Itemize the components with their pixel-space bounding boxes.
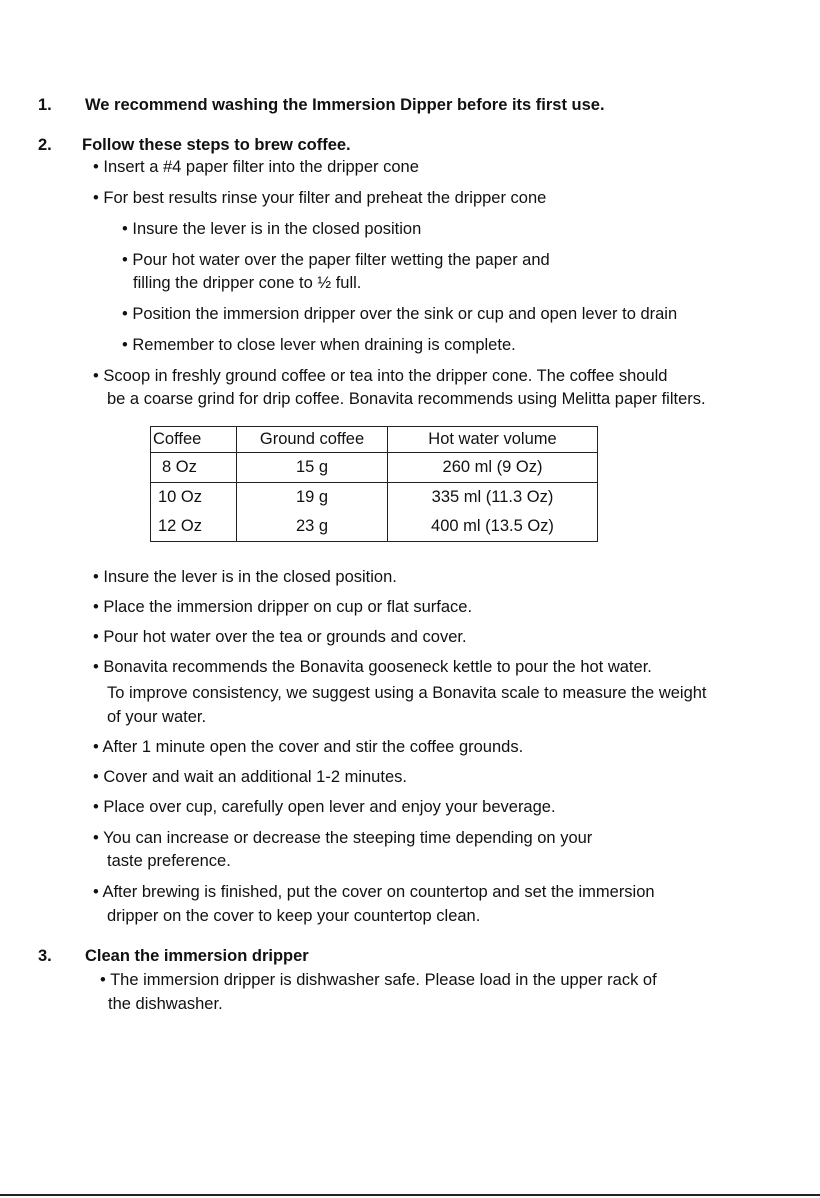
list-item-continuation: the dishwasher. <box>108 995 223 1013</box>
list-item: • You can increase or decrease the steeping time depending on your <box>93 829 593 847</box>
list-item-continuation: taste preference. <box>107 852 231 870</box>
brew-ratio-table <box>150 426 598 542</box>
list-item: • Bonavita recommends the Bonavita gooseneck kettle to pour the hot water. <box>93 658 652 676</box>
table-cell: 23 g <box>237 512 388 542</box>
list-item: • After 1 minute open the cover and stir the coffee grounds. <box>93 738 524 756</box>
list-item: • After brewing is finished, put the cover on countertop and set the immersion <box>93 883 655 901</box>
section-3-heading: Clean the immersion dripper <box>85 947 309 965</box>
table-cell: 8 Oz <box>151 453 237 483</box>
list-item-continuation: dripper on the cover to keep your countertop clean. <box>107 907 481 925</box>
section-3-number: 3. <box>38 947 52 965</box>
table-cell: 335 ml (11.3 Oz) <box>388 483 598 513</box>
list-item: • Insure the lever is in the closed position. <box>93 568 397 586</box>
table-cell: 19 g <box>237 483 388 513</box>
table-cell: 400 ml (13.5 Oz) <box>388 512 598 542</box>
table-row <box>151 512 598 542</box>
table-row <box>151 483 598 513</box>
list-item: • Cover and wait an additional 1-2 minutes. <box>93 768 407 786</box>
list-item-continuation: be a coarse grind for drip coffee. Bonavita recommends using Melitta paper filters. <box>107 390 706 408</box>
list-item: • For best results rinse your filter and preheat the dripper cone <box>93 189 547 207</box>
table-header-cell: Ground coffee <box>237 427 388 453</box>
section-1-heading: We recommend washing the Immersion Dipper before its first use. <box>85 96 605 114</box>
table-header-cell: Hot water volume <box>388 427 598 453</box>
list-item-continuation: filling the dripper cone to ½ full. <box>133 274 362 292</box>
list-item: • Remember to close lever when draining is complete. <box>122 336 516 354</box>
table-cell: 15 g <box>237 453 388 483</box>
list-item: • Pour hot water over the paper filter wetting the paper and <box>122 251 550 269</box>
list-item: • Place over cup, carefully open lever and enjoy your beverage. <box>93 798 556 816</box>
list-item-continuation: To improve consistency, we suggest using a Bonavita scale to measure the weight <box>107 684 707 702</box>
section-2-heading: Follow these steps to brew coffee. <box>82 136 351 154</box>
list-item: • Place the immersion dripper on cup or flat surface. <box>93 598 473 616</box>
list-item-continuation: of your water. <box>107 708 207 726</box>
table-cell: 10 Oz <box>151 483 237 513</box>
list-item: • Insure the lever is in the closed position <box>122 220 422 238</box>
page-bottom-rule <box>0 1194 820 1196</box>
list-item: • Scoop in freshly ground coffee or tea into the dripper cone. The coffee should <box>93 367 668 385</box>
table-header-row <box>151 427 598 453</box>
section-1-number: 1. <box>38 96 52 114</box>
list-item: • Insert a #4 paper filter into the dripper cone <box>93 158 419 176</box>
list-item: • Pour hot water over the tea or grounds and cover. <box>93 628 467 646</box>
list-item: • The immersion dripper is dishwasher safe. Please load in the upper rack of <box>100 971 657 989</box>
section-2-number: 2. <box>38 136 52 154</box>
table-header-cell: Coffee <box>151 427 237 453</box>
table-row <box>151 453 598 483</box>
list-item: • Position the immersion dripper over the sink or cup and open lever to drain <box>122 305 678 323</box>
table-cell: 260 ml (9 Oz) <box>388 453 598 483</box>
table-cell: 12 Oz <box>151 512 237 542</box>
